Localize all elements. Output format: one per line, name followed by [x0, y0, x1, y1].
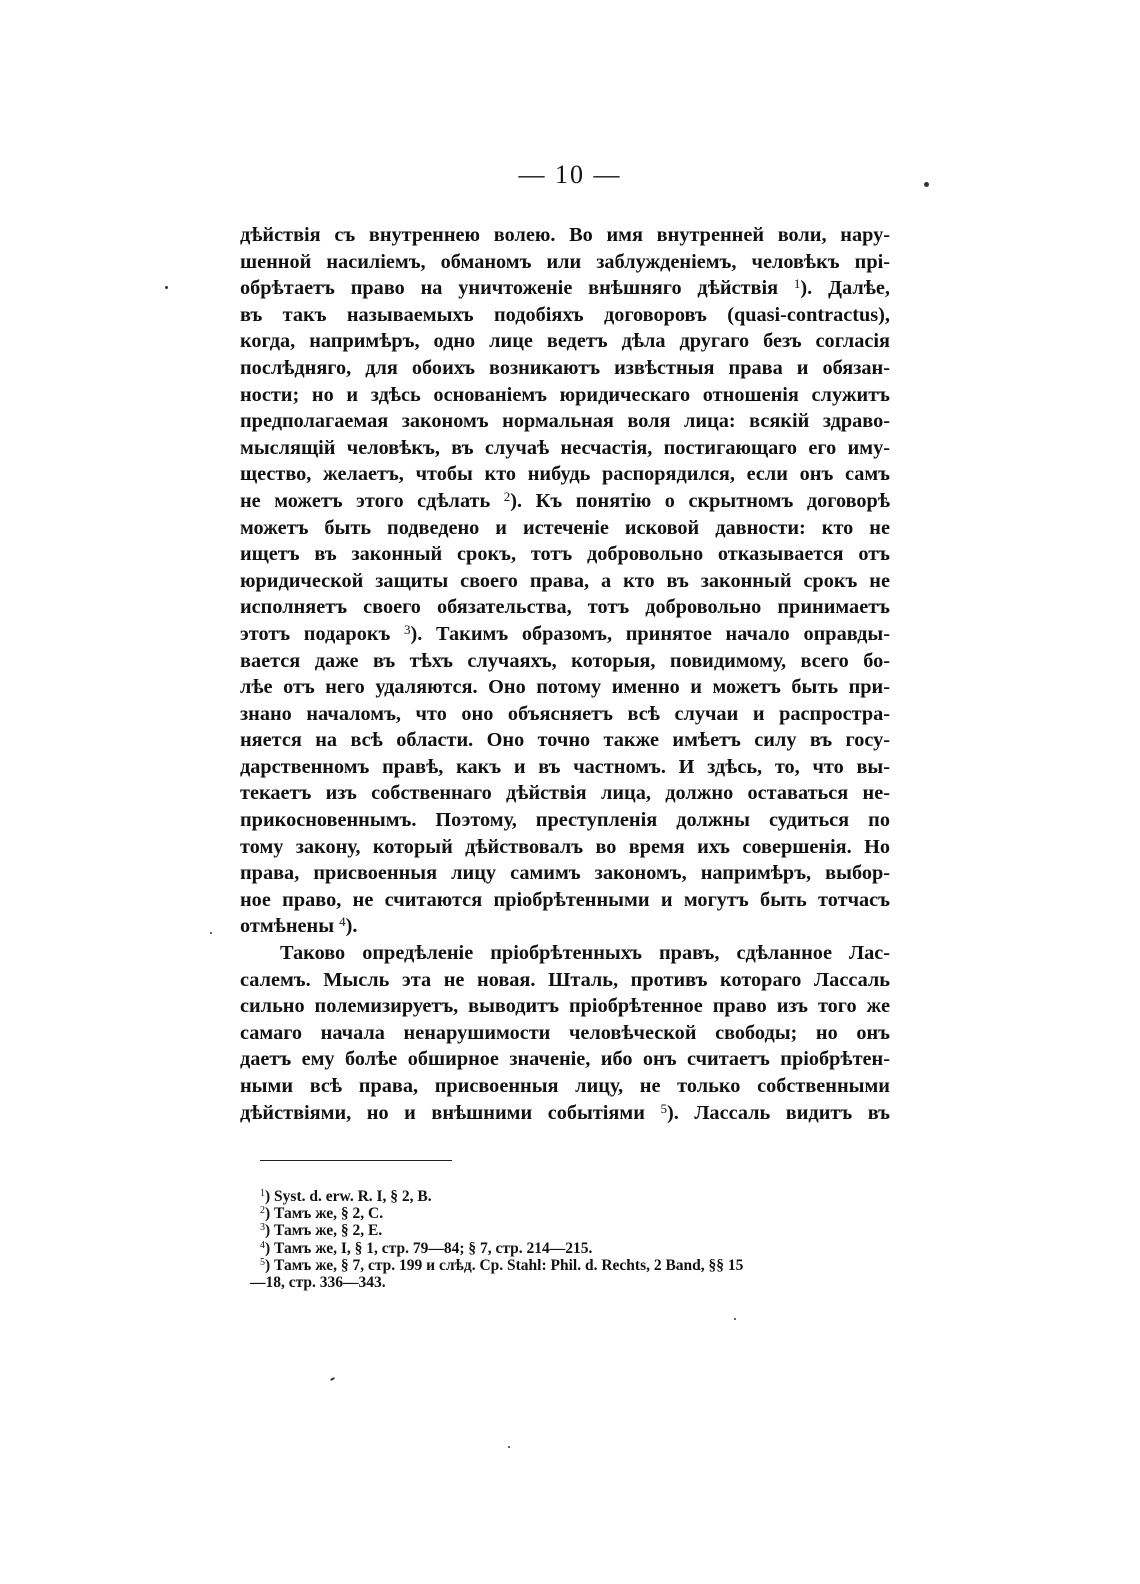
footnote-ref: 1	[793, 276, 801, 292]
scan-speck	[734, 1318, 736, 1320]
footnote-divider	[260, 1160, 452, 1161]
footnote-1: $^1$) Syst. d. erw. R. I, § 2, B.	[260, 1188, 432, 1205]
text-line: обрѣтаетъ право на уничтоженіе внѣшняго дѣйствія $^1$). Далѣе,	[240, 276, 890, 300]
text-line: ными всѣ права, присвоенныя лицу, не только собственными	[240, 1075, 890, 1097]
text-line: даетъ ему болѣе обширное значеніе, ибо онъ считаетъ пріобрѣтен-	[240, 1048, 890, 1071]
text-line: лѣе отъ него удаляются. Оно потому именно и можетъ быть при-	[240, 676, 890, 699]
text-line: дѣйствіями, но и внѣшними событіями $^5$). Лассаль видитъ въ	[240, 1100, 890, 1124]
text-line: ное право, не считаются пріобрѣтенными и могутъ быть тотчасъ	[240, 888, 890, 911]
text-line: права, присвоенныя лицу самимъ закономъ, напримѣръ, выбор-	[240, 862, 890, 885]
body-text	[240, 222, 890, 1126]
text-line: когда, напримѣръ, одно лице ведетъ дѣла другаго безъ согласія	[240, 330, 890, 353]
text-line: дарственномъ правѣ, какъ и въ частномъ. И здѣсь, то, что вы-	[240, 755, 890, 778]
footnote-ref: 2	[503, 488, 511, 504]
text-line: Таково опредѣленіе пріобрѣтенныхъ правъ, сдѣланное Лас-	[280, 942, 890, 965]
text-line: ищетъ въ законный срокъ, тотъ добровольно отказывается отъ	[240, 543, 890, 566]
footnotes	[250, 1188, 890, 1292]
text-line: сильно полемизируетъ, выводитъ пріобрѣтенное право изъ того же	[240, 995, 890, 1018]
text-line: въ такъ называемыхъ подобіяхъ договоровъ (quasi-contractus),	[240, 303, 890, 326]
paragraph-2	[240, 940, 890, 1126]
scan-speck	[165, 286, 168, 289]
text-line: щество, желаетъ, чтобы кто нибудь распорядился, если онъ самъ	[240, 463, 890, 486]
text-line: няется на всѣ области. Оно точно также имѣетъ силу въ госу-	[240, 729, 890, 752]
text-line: отмѣнены $^4$).	[240, 914, 358, 938]
text-line: самаго начала ненарушимости человѣческой свободы; но онъ	[240, 1021, 890, 1044]
footnote-4: $^4$) Тамъ же, I, § 1, стр. 79—84; § 7, стр. 214—215.	[260, 1239, 593, 1257]
scan-speck	[924, 182, 929, 187]
text-line: шенной насиліемъ, обманомъ или заблужденіемъ, человѣкъ прі-	[240, 250, 890, 273]
footnote-5: $^5$) Тамъ же, § 7, стр. 199 и слѣд. Ср. Stahl: Phil. d. Rechts, 2 Band, §§ 15	[260, 1256, 744, 1274]
footnote-ref: 4	[339, 914, 346, 930]
footnote-5-continuation: —18, стр. 336—343.	[250, 1274, 386, 1292]
text-line: мыслящій человѣкъ, въ случаѣ несчастія, постигающаго его иму-	[240, 436, 890, 459]
footnote-ref: 5	[660, 1100, 667, 1116]
paragraph-1	[240, 222, 890, 940]
text-line: юридической защиты своего права, а кто въ законный срокъ не	[240, 569, 890, 592]
text-line: можетъ быть подведено и истеченіе исковой давности: кто не	[240, 516, 890, 539]
text-line: вается даже въ тѣхъ случаяхъ, которыя, повидимому, всего бо-	[240, 649, 890, 672]
text-line: дѣйствія съ внутреннею волею. Во имя внутренней воли, нару-	[240, 224, 890, 246]
text-line: послѣдняго, для обоихъ возникаютъ извѣстныя права и обязан-	[240, 356, 890, 379]
text-line: знано началомъ, что оно объясняетъ всѣ случаи и распростра-	[240, 702, 890, 725]
footnote-2: $^2$) Тамъ же, § 2, C.	[260, 1205, 384, 1223]
text-line: прикосновеннымъ. Поэтому, преступленія должны судиться по	[240, 809, 890, 832]
text-line: не можетъ этого сдѣлать $^2$). Къ понятію о скрытномъ договорѣ	[240, 488, 890, 512]
footnote-ref: 3	[404, 621, 411, 637]
text-line: этотъ подарокъ $^3$). Такимъ образомъ, принятое начало оправды-	[240, 621, 890, 645]
scan-speck	[330, 1377, 335, 1381]
text-line: исполняетъ своего обязательства, тотъ добровольно принимаетъ	[240, 596, 890, 619]
footnote-3: $^3$) Тамъ же, § 2, E.	[260, 1222, 383, 1240]
text-line: тому закону, который дѣйствовалъ во время ихъ совершенія. Но	[240, 835, 890, 858]
text-line: салемъ. Мысль эта не новая. Шталь, противъ котораго Лассаль	[240, 968, 890, 991]
scan-speck	[210, 932, 212, 934]
page-number: — 10 —	[518, 160, 622, 189]
text-line: предполагаемая закономъ нормальная воля лица: всякій здраво-	[240, 410, 890, 433]
text-line: текаетъ изъ собственнаго дѣйствія лица, должно оставаться не-	[240, 782, 890, 805]
scan-speck	[508, 1446, 510, 1448]
text-line: ности; но и здѣсь основаніемъ юридическаго отношенія служитъ	[240, 383, 890, 406]
